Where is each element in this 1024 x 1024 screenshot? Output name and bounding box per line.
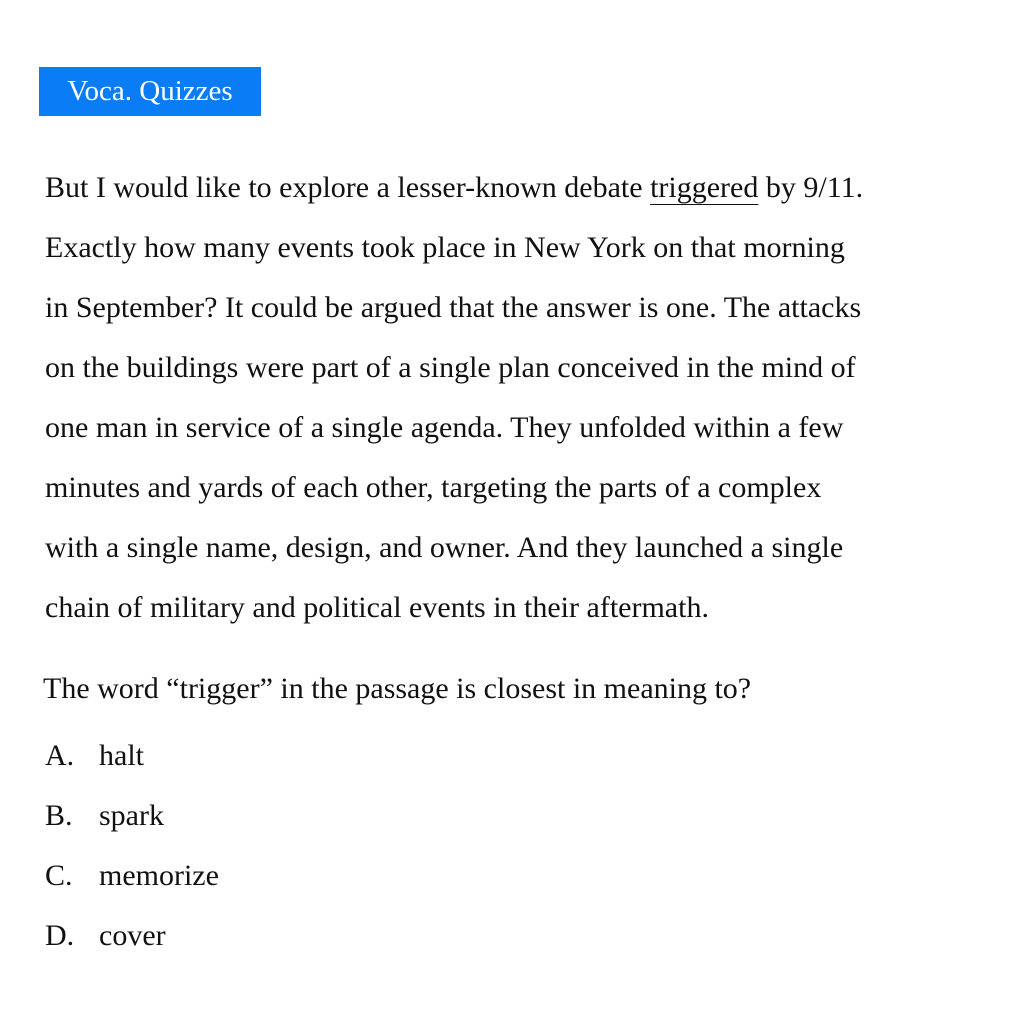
option-b[interactable] [45, 786, 219, 846]
option-letter: B. [45, 799, 73, 832]
option-text: cover [99, 919, 166, 952]
option-a[interactable] [45, 726, 219, 786]
passage-line: on the buildings were part of a single plan conceived in the mind of [45, 351, 856, 384]
highlighted-word: triggered [650, 171, 759, 204]
passage-text: But I would like to explore a lesser-known debate [45, 171, 651, 204]
passage-line: minutes and yards of each other, targeting the parts of a complex [45, 471, 822, 504]
question-prompt: The word “trigger” in the passage is closest in meaning to? [43, 672, 752, 705]
option-text: halt [99, 739, 144, 772]
passage-line [45, 158, 1005, 218]
option-d[interactable] [45, 906, 219, 966]
reading-passage [45, 158, 1005, 638]
passage-line: with a single name, design, and owner. And they launched a single [45, 531, 844, 564]
option-letter: C. [45, 859, 73, 892]
answer-options [45, 726, 219, 966]
passage-line: Exactly how many events took place in New York on that morning [45, 231, 845, 264]
option-c[interactable] [45, 846, 219, 906]
option-letter: A. [45, 739, 75, 772]
option-text: spark [99, 799, 164, 832]
passage-line: chain of military and political events in their aftermath. [45, 591, 709, 624]
passage-line: in September? It could be argued that the answer is one. The attacks [45, 291, 862, 324]
option-letter: D. [45, 919, 75, 952]
passage-text: by 9/11. [758, 171, 864, 204]
option-text: memorize [99, 859, 219, 892]
quiz-category-badge: Voca. Quizzes [39, 67, 261, 116]
passage-line: one man in service of a single agenda. They unfolded within a few [45, 411, 844, 444]
